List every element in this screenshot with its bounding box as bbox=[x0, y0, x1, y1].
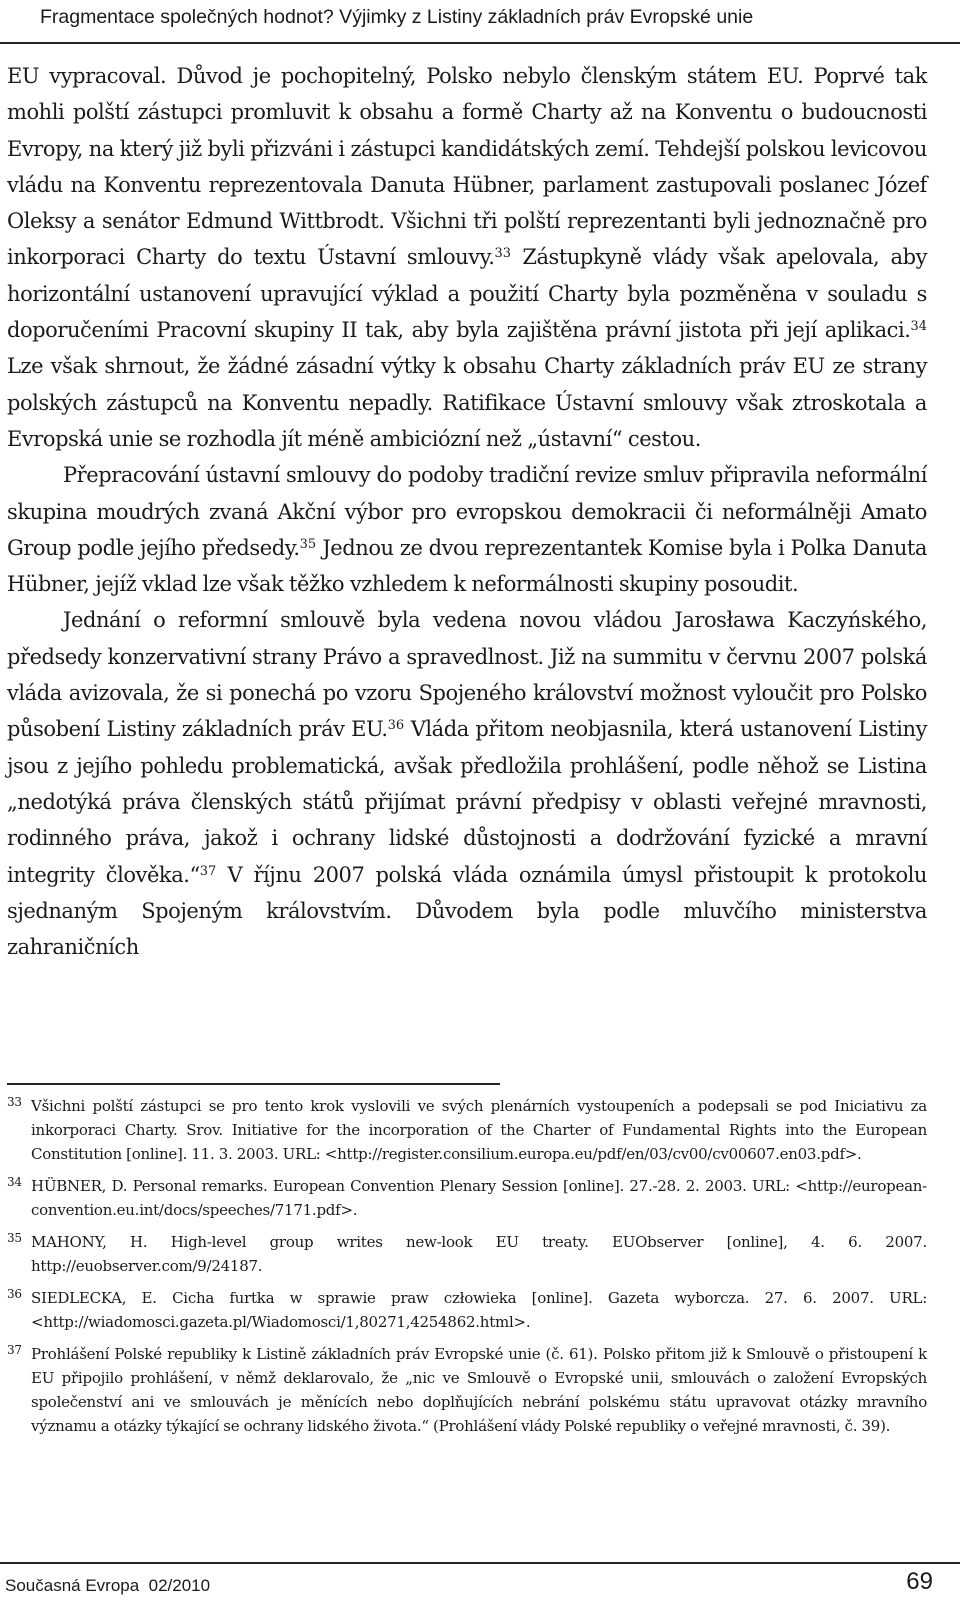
header-rule bbox=[0, 42, 960, 44]
footnote-text: SIEDLECKA, E. Cicha furtka w sprawie praw człowieka [online]. Gazeta wyborcza. 27. 6. 2007. URL: <http://wiadomosci.gazeta.pl/Wiadomosci/1,80271,4254862.html>. bbox=[31, 1289, 927, 1331]
paragraph-1-text-c: Lze však shrnout, že žádné zásadní výtky k obsahu Charty základních práv EU ze strany polských zástupců na Konventu nepadly. Ratifikace Ústavní smlouvy však ztroskotala a Evropská unie se rozhodla jít méně ambiciózní než „ústavní“ cestou. bbox=[7, 354, 927, 451]
footer-rule bbox=[0, 1562, 960, 1564]
footnote-rule bbox=[7, 1083, 500, 1085]
paragraph-1 bbox=[7, 58, 927, 457]
paragraph-2-text-a: Přepracování ústavní smlouvy do podoby tradiční revize smluv připravila neformální skupina moudrých zvaná Akční výbor pro evropskou demokracii či neformálněji Amato Group podle jejího předsedy. bbox=[7, 463, 927, 560]
footnote-ref-34: 34 bbox=[910, 319, 927, 335]
footnote-number: 37 bbox=[7, 1343, 22, 1357]
footnote-number: 36 bbox=[7, 1287, 22, 1301]
footnote-ref-33: 33 bbox=[494, 246, 512, 262]
footnote-35 bbox=[7, 1230, 927, 1278]
page-number: 69 bbox=[906, 1568, 933, 1595]
paragraph-3-text-c: V říjnu 2007 polská vláda oznámila úmysl přistoupit k protokolu sjednaným Spojeným královstvím. Důvodem byla podle mluvčího ministerstva zahraničních bbox=[7, 862, 927, 960]
paragraph-3 bbox=[7, 602, 927, 965]
paragraph-3-text-b: Vláda přitom neobjasnila, která ustanovení Listiny jsou z jejího pohledu problematická, avšak předložila prohlášení, podle něhož se Listina „nedotýká práva členských států přijímat právní předpisy v oblasti veřejné mravnosti, rodinného práva, jakož i ochrany lidské důstojnosti a dodržování fyzické a mravní integrity člověka.“ bbox=[7, 717, 927, 887]
footnote-36 bbox=[7, 1286, 927, 1334]
footnote-number: 33 bbox=[7, 1095, 22, 1109]
running-head: Fragmentace společných hodnot? Výjimky z Listiny základních práv Evropské unie bbox=[40, 6, 754, 28]
footnote-number: 34 bbox=[7, 1175, 22, 1189]
footnotes bbox=[7, 1094, 927, 1446]
footnote-text: MAHONY, H. High-level group writes new-look EU treaty. EUObserver [online], 4. 6. 2007. http://euobserver.com/9/24187. bbox=[31, 1233, 927, 1275]
paragraph-1-text-b: Zástupkyně vlády však apelovala, aby horizontální ustanovení upravující výklad a použití Charty byla pozměněna v souladu s doporučeními Pracovní skupiny II tak, aby byla zajištěna právní jistota při její aplikaci. bbox=[7, 245, 927, 343]
paragraph-2-text-b: Jednou ze dvou reprezentantek Komise byla i Polka Danuta Hübner, jejíž vklad lze však těžko vzhledem k neformálnosti skupiny posoudit. bbox=[7, 535, 927, 597]
main-text bbox=[7, 58, 927, 965]
paragraph-1-text-a: EU vypracoval. Důvod je pochopitelný, Polsko nebylo členským státem EU. Poprvé tak mohli polští zástupci promluvit k obsahu a formě Charty až na Konventu o budoucnosti Evropy, na který již byli přizváni i zástupci kandidátských zemí. Tehdejší polskou levicovou vládu na Konventu reprezentovala Danuta Hübner, parlament zastupovali poslanec Józef Oleksy a senátor Edmund Wittbrodt. Všichni tři polští reprezentanti byli jednoznačně pro inkorporaci Charty do textu Ústavní smlouvy. bbox=[7, 64, 927, 270]
footnote-text: HÜBNER, D. Personal remarks. European Convention Plenary Session [online]. 27.-28. 2. 2003. URL: <http://european-convention.eu.int/docs/speeches/7171.pdf>. bbox=[31, 1177, 927, 1219]
footnote-33 bbox=[7, 1094, 927, 1166]
footnote-ref-37: 37 bbox=[199, 863, 217, 879]
footnote-text: Všichni polští zástupci se pro tento krok vyslovili ve svých plenárních vystoupeních a podepsali se pod Iniciativu za inkorporaci Charty. Srov. Initiative for the incorporation of the Charter of Fundamental Rights into the European Constitution [online]. 11. 3. 2003. URL: <http://register.consilium.europa.eu/pdf/en/03/cv00/cv00607.en03.pdf>. bbox=[31, 1097, 927, 1163]
paragraph-3-text-a: Jednání o reformní smlouvě byla vedena novou vládou Jarosława Kaczyńského, předsedy konzervativní strany Právo a spravedlnost. Již na summitu v červnu 2007 polská vláda avizovala, že si ponechá po vzoru Spojeného království možnost vyloučit pro Polsko působení Listiny základních práv EU. bbox=[7, 608, 927, 742]
footnote-37 bbox=[7, 1342, 927, 1438]
journal-name: Současná Evropa 02/2010 bbox=[5, 1576, 211, 1595]
paragraph-2 bbox=[7, 457, 927, 602]
footnote-34 bbox=[7, 1174, 927, 1222]
footnote-ref-35: 35 bbox=[299, 536, 317, 552]
footnote-ref-36: 36 bbox=[387, 718, 405, 734]
footnote-text: Prohlášení Polské republiky k Listině základních práv Evropské unie (č. 61). Polsko přitom již k Smlouvě o přistoupení k EU připojilo prohlášení, v němž deklarovalo, že „nic ve Smlouvě o Evropské unii, smlouvách o založení Evropských společenství ani ve smlouvách je měnících nebo doplňujících nebrání polskému státu upravovat otázky mravního významu a otázky týkající se ochrany lidského života.“ (Prohlášení vlády Polské republiky o veřejné mravnosti, č. 39). bbox=[31, 1345, 927, 1435]
footnote-number: 35 bbox=[7, 1231, 22, 1245]
